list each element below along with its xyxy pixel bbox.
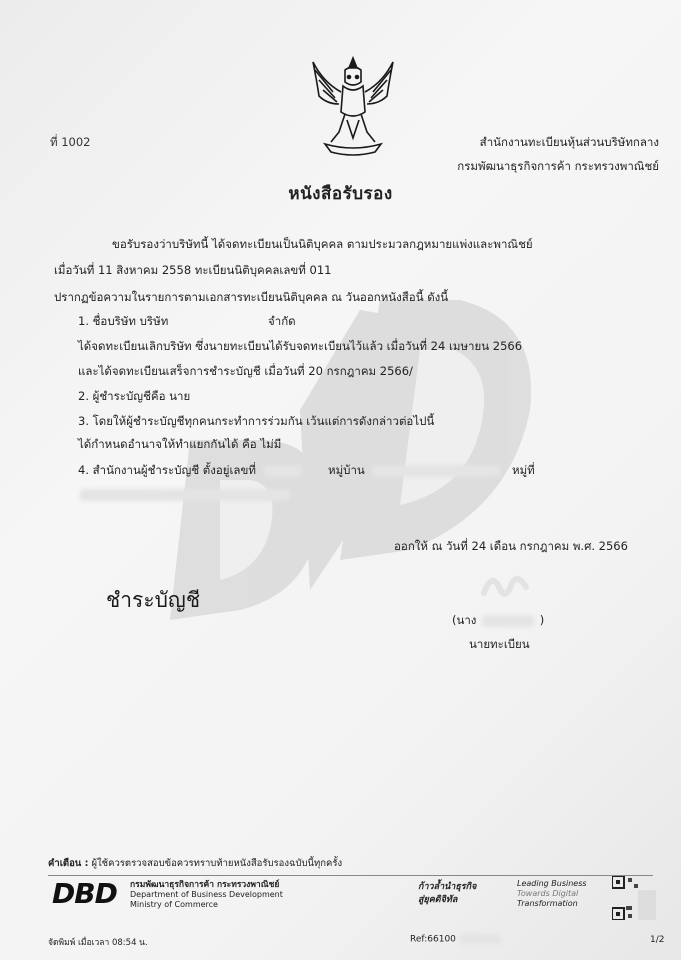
department-thai: กรมพัฒนาธุรกิจการค้า กระทรวงพาณิชย์ [130,880,280,890]
registrar-suffix: ) [539,613,545,627]
registrar-name [452,612,544,630]
redacted-number [264,465,302,477]
registration-line [54,262,331,280]
warning-text: ผู้ใช้ควรตรวจสอบข้อควรทราบท้ายหนังสือรับรองฉบับนี้ทุกครั้ง [91,858,343,869]
item-1-label: 1. ชื่อบริษัท บริษัท [78,314,169,328]
office-line-1: สำนักงานทะเบียนหุ้นส่วนบริษัทกลาง [479,135,659,149]
certify-line: ขอรับรองว่าบริษัทนี้ ได้จดทะเบียนเป็นนิติบุคคล ตามประมวลกฎหมายแพ่งและพาณิชย์ [112,237,533,251]
slogan-thai-2: สู่ยุคดิจิทัล [418,895,458,905]
item-1-dissolution: ได้จดทะเบียนเลิกบริษัท ซึ่งนายทะเบียนได้รับจดทะเบียนไว้แล้ว เมื่อวันที่ 24 เมษายน 2566 [78,339,523,353]
registration-text: เมื่อวันที่ 11 สิงหาคม 2558 ทะเบียนนิติบุคคลเลขที่ 011 [54,263,332,277]
department-info [130,880,283,910]
dbd-logo [52,878,117,910]
print-time: จัดพิมพ์ เมื่อเวลา 08:54 น. [48,938,148,948]
department-en-1: Department of Business Development [130,890,283,899]
registrar-prefix: (นาง [452,613,477,627]
department-en-2: Ministry of Commerce [130,900,218,909]
item-2-liquidator: 2. ผู้ชำระบัญชีคือ นาย [78,389,191,403]
document-title: หนังสือรับรอง [288,184,393,204]
warning-label: คำเตือน : [48,858,89,869]
slogan-en-1: Leading Business [517,879,587,888]
slogan-thai-1: ก้าวล้ำนำธุรกิจ [418,882,477,892]
statement-line: ปรากฏข้อความในรายการตามเอกสารทะเบียนนิติบุคคล ณ วันออกหนังสือนี้ ดังนี้ [54,290,449,304]
slogan-english [517,879,587,909]
dbd-logo-text: DBD [52,877,117,910]
registrar-signature [478,565,534,605]
doc-number: ที่ 1002 [50,135,91,149]
liquidator-signature: ชำระบัญชี [106,588,201,612]
registrar-title: นายทะเบียน [469,637,530,651]
item-4-moo: หมู่ที่ [512,463,535,477]
redacted-village [372,465,500,477]
item-4-village [328,462,500,480]
item-3-line-1: 3. โดยให้ผู้ชำระบัญชีทุกคนกระทำการร่วมกัน เว้นแต่การดังกล่าวต่อไปนี้ [78,414,435,428]
slogan-en-3: Transformation [517,899,578,908]
qr-code-icon [612,876,656,920]
page-number: 1/2 [650,935,665,945]
redacted-registrar [482,615,534,627]
slogan-thai [418,881,476,907]
warning-note [48,856,342,871]
item-1-company [78,313,168,331]
reference [410,934,501,945]
redacted-address [80,489,290,501]
footer-divider [48,875,653,876]
garuda-emblem-icon [305,52,401,158]
signature-scribble-icon [478,565,534,605]
slogan-en-2: Towards Digital [517,889,579,898]
item-4-prefix: 4. สำนักงานผู้ชำระบัญชี ตั้งอยู่เลขที่ [78,463,256,477]
item-3-line-2: ได้กำหนดอำนาจให้ทำแยกกันได้ คือ ไม่มี [78,437,282,451]
reference-text: Ref:66100 [410,934,456,945]
redacted-reference [459,934,501,944]
item-1-suffix: จำกัด [268,314,296,328]
item-4-address [78,462,306,480]
redacted-address-line [80,484,290,503]
item-4-village-label: หมู่บ้าน [328,463,365,477]
item-1-liquidation: และได้จดทะเบียนเสร็จการชำระบัญชี เมื่อวันที่ 20 กรกฎาคม 2566/ [78,364,413,378]
office-line-2: กรมพัฒนาธุรกิจการค้า กระทรวงพาณิชย์ [457,159,659,173]
issue-date: ออกให้ ณ วันที่ 24 เดือน กรกฎาคม พ.ศ. 2566 [394,539,628,553]
